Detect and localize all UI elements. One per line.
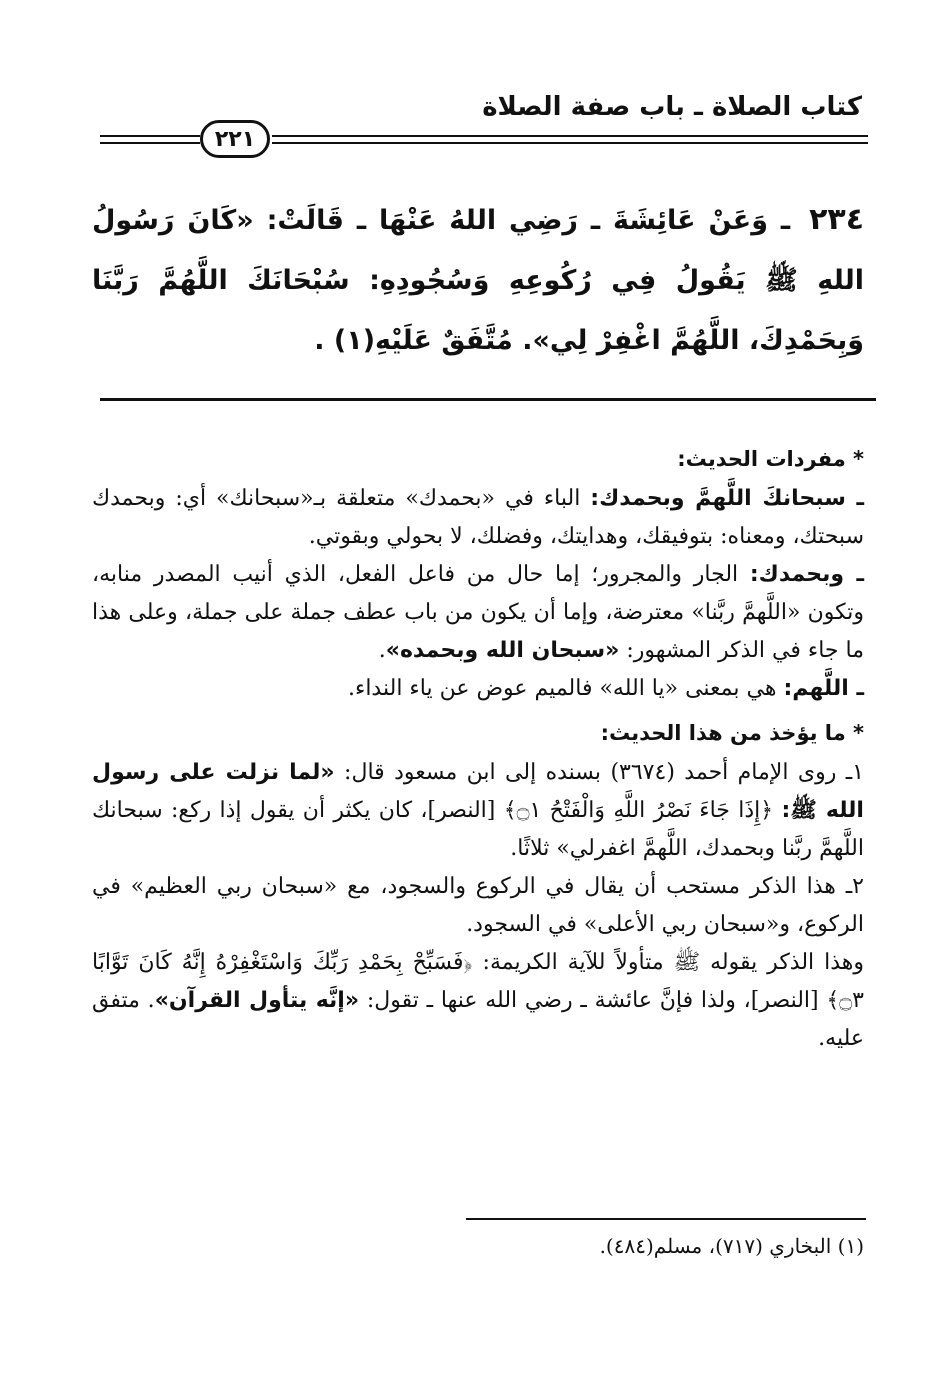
lesson-text-cont: ﴿إِذَا جَاءَ نَصْرُ اللَّهِ وَالْفَتْحُ ۝١﴾ [النصر]، كان يكثر أن يقول إذا ركع: سبحانك اللَّهمَّ ربَّنا وبحمدك، اللَّهمَّ اغفرلي» ثلاثًا. [92,798,864,861]
lesson-text: وهذا الذكر يقوله ﷺ متأولاً للآية الكريمة: ﴿فَسَبِّحْ بِحَمْدِ رَبِّكَ وَاسْتَغْفِرْهُ إِنَّهُ كَانَ تَوَّابًا ۝٣﴾ [النصر]، ولذا فإنَّ عائشة ـ رضي الله عنها ـ تقول: [92,950,864,1013]
lesson-item [92,944,864,1058]
lesson-item [92,868,864,944]
page-number: ٢٢١ [200,120,270,158]
vocabulary-entry [92,670,864,708]
lesson-text-cont: . متفق عليه. [92,988,864,1051]
hadith-block [92,190,864,371]
vocabulary-heading: * مفردات الحديث: [677,447,864,471]
vocabulary-text: الباء في «بحمدك» متعلقة بـ«سبحانك» أي: وبحمدك سبحتك، ومعناه: بتوفيقك، وهدايتك، وفضلك، لا بحولي وبقوتي. [92,486,864,549]
vocabulary-text-end: . [378,638,386,663]
hadith-number: ٢٣٤ [809,202,865,237]
running-title: كتاب الصلاة ـ باب صفة الصلاة [482,92,862,122]
vocabulary-entry [92,480,864,556]
lesson-quote: «إنَّه يتأول القرآن» [154,988,360,1013]
section-divider [100,398,876,401]
vocabulary-text: الجار والمجرور؛ إما حال من فاعل الفعل، الذي أنيب المصدر منابه، وتكون «اللَّهمَّ ربَّنا» معترضة، وإما أن يكون من باب عطف جملة على جملة، وعلى هذا ما جاء في الذكر المشهور: [92,562,864,663]
hadith-text: ـ وَعَنْ عَائِشَةَ ـ رَضِي اللهُ عَنْهَا ـ قَالَتْ: «كَانَ رَسُولُ اللهِ ﷺ يَقُولُ فِي رُكُوعِهِ وَسُجُودِهِ: سُبْحَانَكَ اللَّهُمَّ رَبَّنَا وَبِحَمْدِكَ، اللَّهُمَّ اغْفِرْ لِي». مُتَّفَقٌ عَلَيْهِ(١) . [92,205,864,356]
lesson-text: ٢ـ هذا الذكر مستحب أن يقال في الركوع والسجود، مع «سبحان ربي العظيم» في الركوع، و«سبحان ربي الأعلى» في السجود. [92,874,864,937]
lesson-quote: «لما نزلت على رسول الله ﷺ: [92,760,864,823]
header-rule-right [272,135,868,144]
header-rule-left [100,135,200,144]
vocabulary-term: ـ اللَّهم: [783,676,864,701]
vocabulary-quote: «سبحان الله وبحمده» [385,638,620,663]
vocabulary-entry [92,556,864,670]
lesson-item [92,754,864,868]
footnote: (١) البخاري (٧١٧)، مسلم(٤٨٤). [599,1234,864,1258]
footnote-rule [466,1218,866,1220]
vocabulary-text: هي بمعنى «يا الله» فالميم عوض عن ياء النداء. [347,676,784,701]
vocabulary-term: ـ سبحانكَ اللَّهمَّ وبحمدك: [590,486,864,511]
lessons-heading: * ما يؤخذ من هذا الحديث: [600,721,864,745]
commentary-body [92,440,864,1058]
lesson-text: ١ـ روى الإمام أحمد (٣٦٧٤) بسنده إلى ابن مسعود قال: [334,760,864,785]
vocabulary-term: ـ وبحمدك: [749,562,865,587]
